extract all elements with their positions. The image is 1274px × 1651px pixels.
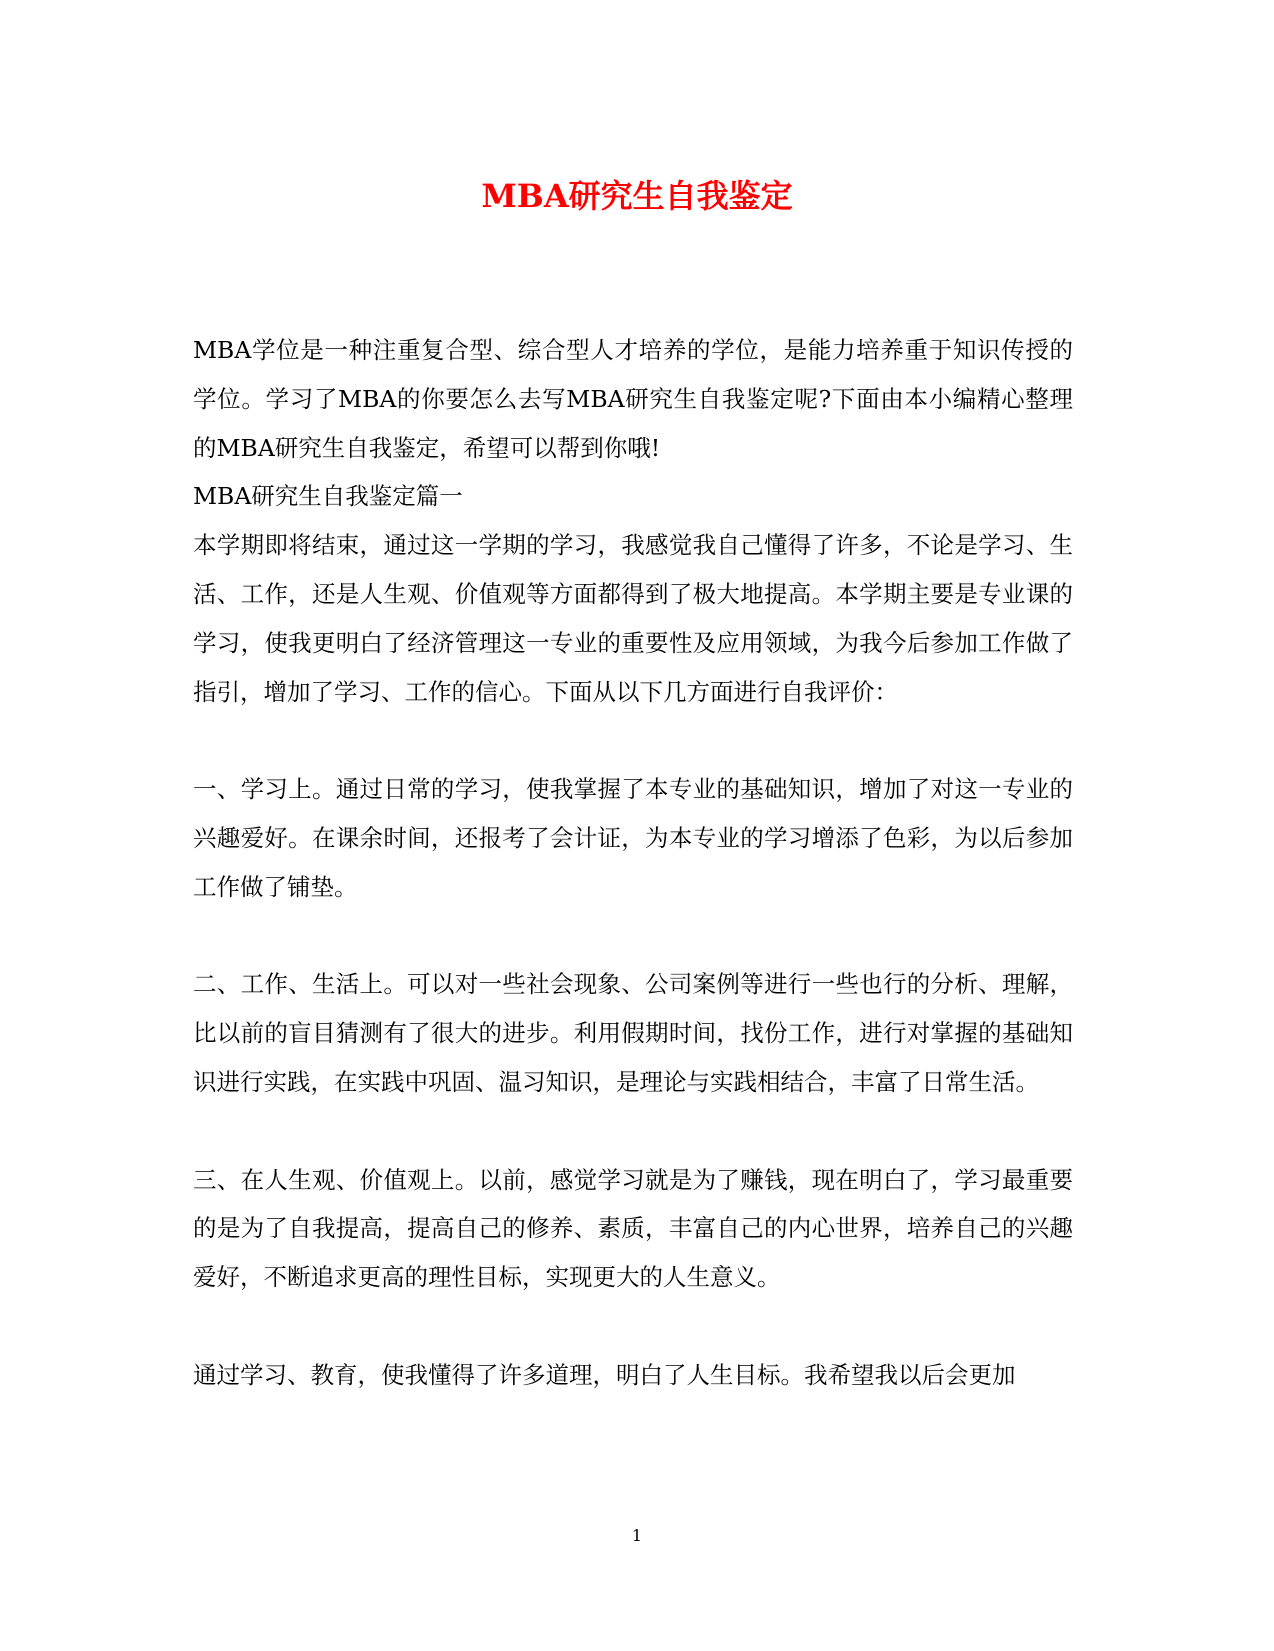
paragraph-spacer — [193, 912, 1073, 961]
document-title: MBA研究生自我鉴定 — [481, 177, 793, 215]
body-paragraph: 通过学习、教育，使我懂得了许多道理，明白了人生目标。我希望我以后会更加 — [193, 1360, 1016, 1389]
body-paragraph: 三、在人生观、价值观上。以前，感觉学习就是为了赚钱，现在明白了，学习最重要的是为了自我提高，提高自己的修养、素质，丰富自己的内心世界，培养自己的兴趣爱好，不断追求更高的理性目标，实现更大的人生意义。 — [193, 1165, 1073, 1292]
paragraph-spacer — [193, 1302, 1073, 1351]
paragraph-spacer — [193, 716, 1073, 765]
paragraph-spacer — [193, 1107, 1073, 1156]
document-body — [193, 326, 1073, 1400]
page-number: 1 — [631, 1526, 643, 1545]
intro-paragraph: MBA学位是一种注重复合型、综合型人才培养的学位，是能力培养重于知识传授的学位。学习了MBA的你要怎么去写MBA研究生自我鉴定呢?下面由本小编精心整理的MBA研究生自我鉴定，希望可以帮到你哦! — [193, 336, 1073, 462]
body-paragraph: 本学期即将结束，通过这一学期的学习，我感觉我自己懂得了许多，不论是学习、生活、工作，还是人生观、价值观等方面都得到了极大地提高。本学期主要是专业课的学习，使我更明白了经济管理这一专业的重要性及应用领域，为我今后参加工作做了指引，增加了学习、工作的信心。下面从以下几方面进行自我评价： — [193, 531, 1073, 706]
body-paragraph: 二、工作、生活上。可以对一些社会现象、公司案例等进行一些也行的分析、理解，比以前的盲目猜测有了很大的进步。利用假期时间，找份工作，进行对掌握的基础知识进行实践，在实践中巩固、温习知识，是理论与实践相结合，丰富了日常生活。 — [193, 970, 1073, 1096]
body-paragraph: 一、学习上。通过日常的学习，使我掌握了本专业的基础知识，增加了对这一专业的兴趣爱好。在课余时间，还报考了会计证，为本专业的学习增添了色彩，为以后参加工作做了铺垫。 — [193, 775, 1073, 901]
section-heading: MBA研究生自我鉴定篇一 — [193, 482, 463, 511]
